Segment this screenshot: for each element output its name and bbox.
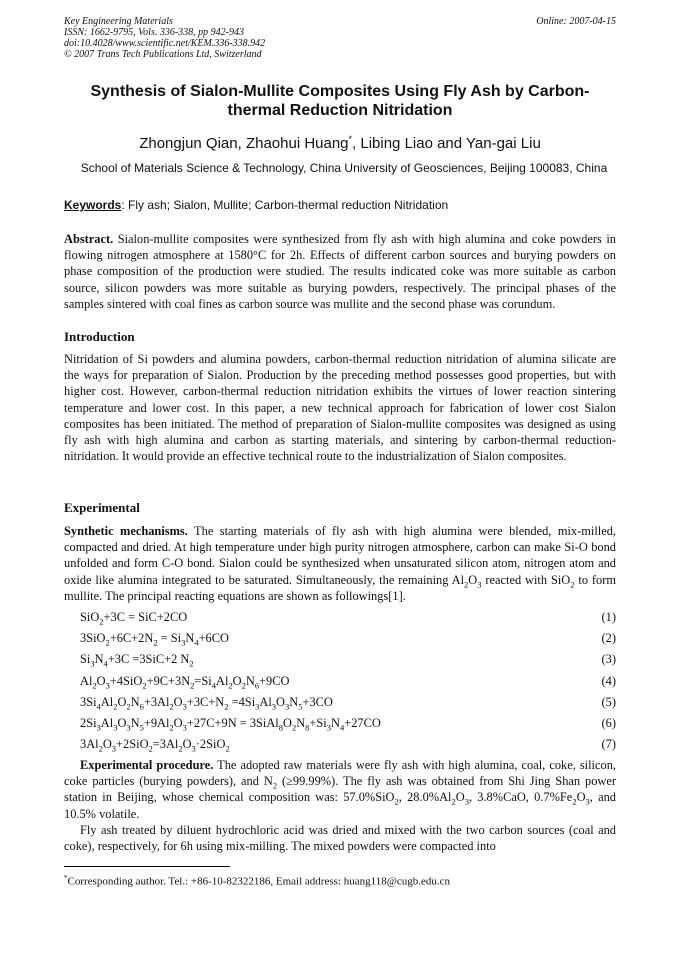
doi-line: doi:10.4028/www.scientific.net/KEM.336-338.942 — [64, 38, 266, 49]
chem-sio: SiO — [550, 572, 571, 587]
online-date: Online: 2007-04-15 — [536, 16, 616, 27]
introduction-text: Nitridation of Si powders and alumina powders, carbon-thermal reduction nitridation of alumina silicate are the ways for preparation of Sialon. Production by the preceding method possesses good properties, but with higher cost. However, carbon-thermal reduction nitridation exhibits the virtues of lower reaction sintering temperature and lower cost. In this paper, a new technical approach for fabrication of lower cost Sialon composites has been initiated. The method of preparation of Sialon-mullite composites was designed as using fly ash with high alumina and carbon as starting materials, and sintering by carbon-thermal reduction-nitridation. It would provide an effective technical route to the industrialization of Sialon composites. — [64, 352, 616, 464]
equation-3: $Si_3N_4+3C =3SiC+2$ $N_2$ (3) — [80, 652, 616, 669]
mechanisms-label: Synthetic mechanisms. — [64, 524, 188, 538]
equation-7: $3Al_2O_3+2SiO_2=3Al_2O_3\cdot 2SiO_2$ (7) — [80, 737, 616, 754]
procedure-text-5: , 3.8%CaO, 0.7%Fe — [468, 790, 573, 805]
mechanisms-text: The starting materials of fly ash with high alumina were blended, mix-milled, compacted and dried. At high temperature under high purity nitrogen atmosphere, carbon can make Si-O bond unfolded and form C-O bond. Sialon could be synthesized when unsaturated silicon atom, nitrogen atom and oxide like alumina integrated to be saturated. Simultaneously, the remaining — [64, 524, 616, 587]
procedure-text-7: , and 10.5% volatile. — [64, 790, 616, 821]
procedure-continuation: Fly ash treated by diluent hydrochloric acid was dried and mixed with the two carbon sources (coal and coke), respectively, for 6h using mix-milling. The mixed powders were compacted into — [64, 823, 616, 854]
introduction-heading: Introduction — [64, 329, 135, 344]
affiliation: School of Materials Science & Technology, China University of Geosciences, Beijing 100083, China — [80, 161, 608, 175]
equation-number: (2) — [601, 631, 616, 645]
equation-number: (3) — [601, 652, 616, 666]
author-list — [64, 134, 616, 152]
equation-5: $3Si_4Al_2O_2N_6+3Al_2O_3+3C+N_2 =4Si_3Al_3O_3N_5+3CO$ (5) — [80, 695, 616, 712]
equation-4: $Al_2O_3+4SiO_2+9C+3N_2=Si_4Al_2O_2N_6+9CO$ (4) — [80, 674, 616, 691]
procedure-label: Experimental procedure. — [80, 758, 214, 772]
issn-line: ISSN: 1662-9795, Vols. 336-338, pp 942-943 — [64, 27, 244, 38]
equation-number: (6) — [601, 716, 616, 730]
journal-name: Key Engineering Materials — [64, 16, 173, 27]
equation-number: (1) — [601, 610, 616, 624]
equation-1: SiO$_2$+3C = SiC+2CO (1) — [80, 610, 616, 627]
equation-6: $2Si_3Al_3O_3N_5+9Al_2O_3+27C+9N$ = $3SiAl_8O_2N_8+Si_3N_4+27CO$ (6) — [80, 716, 616, 733]
footnote-mark: * — [64, 874, 68, 882]
abstract-label: Abstract. — [64, 232, 114, 246]
synthetic-mechanisms-paragraph: Synthetic mechanisms. The starting materials of fly ash with high alumina were blended, mix-milled, compacted and dried. At high temperature under high purity nitrogen atmosphere, carbon can make Si-O bond unfolded and form C-O bond. Sialon could be synthesized when unsaturated silicon atom, nitrogen atom and oxide like alumina integrated to be saturated. Simultaneously, the remaining $Al_2O_3$ reacted with SiO$_2$ to form mullite. The principal reacting equations are shown as followings[1]. — [64, 524, 616, 603]
footnote-divider — [64, 866, 230, 867]
keywords-label: Keywords — [64, 198, 122, 212]
abstract — [64, 231, 616, 312]
procedure-text-2: (≥99.99%). The fly ash was obtained from Shi Jing Shan power station in Beijing, whose chemical composition was: 57.0%SiO — [64, 774, 616, 805]
procedure-text-6: O — [576, 790, 586, 805]
procedure-text-3: , 28.0%Al — [398, 790, 452, 805]
equation-number: (5) — [601, 695, 616, 709]
mechanisms-text-mid: reacted with — [481, 572, 551, 587]
abstract-text: Sialon-mullite composites were synthesized from fly ash with high alumina and coke powders in flowing nitrogen atmosphere at 1580°C for 2h. Effects of different carbon sources and burying powders on phase composition of the production were studied. The results indicated coke was more suitable as carbon source, silicon powders was more suitable as burying powders, respectively. The principal phases of the samples sintered with coal fines as carbon source was mullite and the second phase was corundum. — [64, 232, 616, 311]
copyright-line: © 2007 Trans Tech Publications Ltd, Switzerland — [64, 49, 262, 60]
paper-title: Synthesis of Sialon-Mullite Composites Using Fly Ash by Carbon-thermal Reduction Nitridation — [90, 83, 590, 119]
keywords — [64, 198, 448, 212]
equation-2: $3SiO_2+6C+2N_2 = Si_3N_4+6CO$ (2) — [80, 631, 616, 648]
authors-part2: , Libing Liao and Yan-gai Liu — [352, 135, 541, 152]
experimental-procedure-paragraph: Experimental procedure. The adopted raw materials were fly ash with high alumina, coal, coke, silicon, coke particles (burying powders), and $N_2$ (≥99.99%). The fly ash was obtained from Shi Jing Shan power station in Beijing, whose chemical composition was: 57.0%SiO$_2$, $28.0\%Al_2O_3$, 3.8%CaO, $0.7\%Fe_2O_3$, and 10.5% volatile. — [64, 758, 616, 821]
equation-number: (4) — [601, 674, 616, 688]
chem-al: Al — [451, 572, 465, 587]
experimental-heading: Experimental — [64, 500, 140, 515]
journal-header — [64, 16, 616, 60]
footnote-text: Corresponding author. Tel.: +86-10-82322186, Email address: huang118@cugb.edu.cn — [67, 875, 450, 888]
chem-o: O — [468, 572, 478, 587]
mechanisms-text-end: to form mullite. The principal reacting equations are shown as followings[1]. — [64, 572, 616, 603]
footnote — [64, 874, 450, 888]
corresponding-mark: * — [348, 134, 353, 144]
authors-part1: Zhongjun Qian, Zhaohui Huang — [139, 135, 349, 152]
procedure-text: The adopted raw materials were fly ash with high alumina, coal, coke, silicon, coke particles (burying powders), and N — [64, 758, 616, 789]
procedure-text-4: O — [455, 790, 465, 805]
keywords-text: : Fly ash; Sialon, Mullite; Carbon-thermal reduction Nitridation — [121, 198, 449, 212]
equation-number: (7) — [601, 737, 616, 751]
